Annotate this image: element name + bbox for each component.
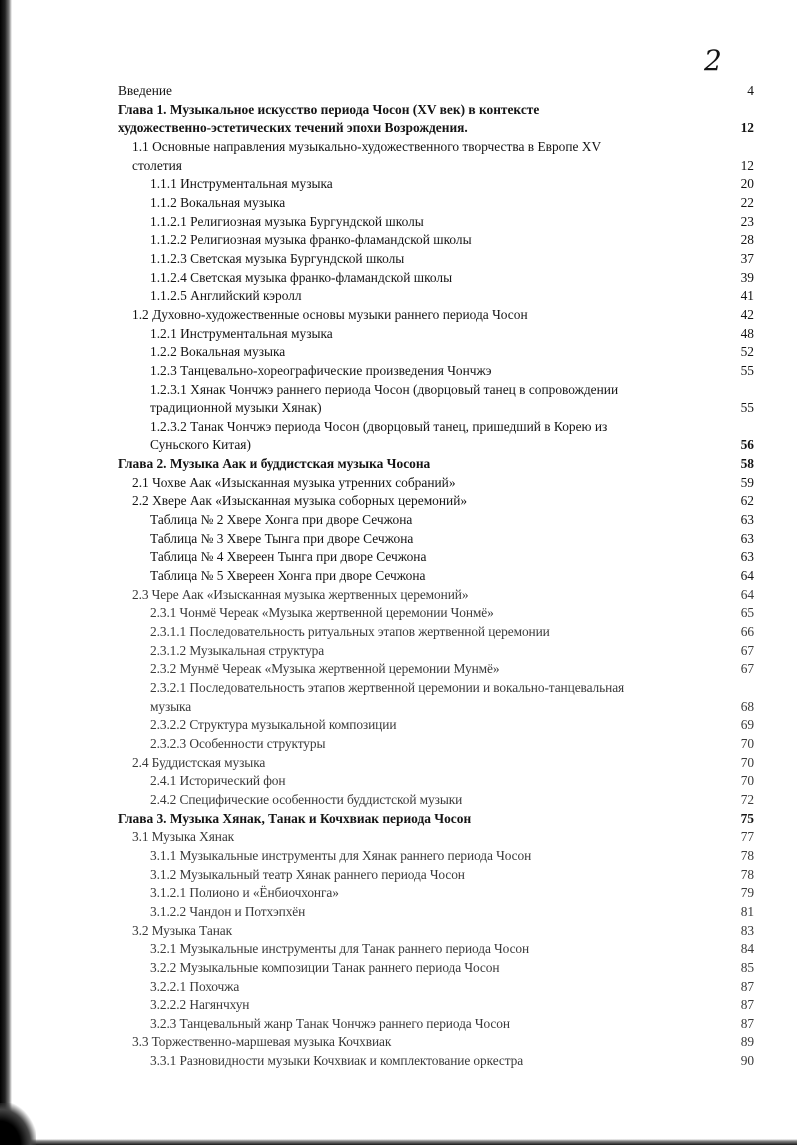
toc-entry xyxy=(118,698,754,717)
toc-entry-title: 3.3 Торжественно-маршевая музыка Кочхвиак xyxy=(132,1034,392,1050)
scan-bottom-edge xyxy=(0,1139,797,1145)
toc-entry-title: 3.2.1 Музыкальные инструменты для Танак раннего периода Чосон xyxy=(150,941,530,957)
toc-entry-title: 1.1 Основные направления музыкально-художественного творчества в Европе XV xyxy=(132,138,602,154)
toc-entry xyxy=(118,474,754,493)
toc-entry xyxy=(118,922,754,941)
toc-entry xyxy=(118,101,754,120)
toc-entry xyxy=(118,511,754,530)
toc-entry xyxy=(118,325,754,344)
toc-entry-page: 22 xyxy=(740,194,754,210)
toc-entry-title: 3.2.2.1 Похочжа xyxy=(150,978,240,994)
toc-entry-page: 56 xyxy=(740,437,754,453)
toc-entry xyxy=(118,213,754,232)
toc-entry-title: Глава 1. Музыкальное искусство периода Чосон (XV век) в контексте xyxy=(118,101,540,117)
toc-entry xyxy=(118,175,754,194)
toc-entry-title: 1.1.2.1 Религиозная музыка Бургундской школы xyxy=(150,213,424,229)
toc-entry-page: 78 xyxy=(740,847,754,863)
toc-entry xyxy=(118,250,754,269)
toc-entry xyxy=(118,436,754,455)
toc-entry-title: художественно-эстетических течений эпохи Возрождения. xyxy=(118,120,468,136)
toc-entry-page: 4 xyxy=(747,83,754,98)
toc-entry-title: 2.2 Хвере Аак «Изысканная музыка соборных церемоний» xyxy=(132,493,468,509)
toc-entry-page: 66 xyxy=(740,624,754,640)
toc-entry xyxy=(118,791,754,810)
toc-entry-title: 1.2.3.1 Хянак Чончжэ раннего периода Чосон (дворцовый танец в сопровождении xyxy=(150,381,619,397)
toc-entry-page: 75 xyxy=(740,810,754,826)
toc-entry xyxy=(118,567,754,586)
toc-entry-page: 65 xyxy=(740,605,754,621)
toc-entry-page: 37 xyxy=(740,250,754,266)
toc-entry-title: 1.2.2 Вокальная музыка xyxy=(150,344,286,360)
toc-entry xyxy=(118,231,754,250)
toc-entry-title: 3.3.1 Разновидности музыки Кочхвиак и комплектование оркестра xyxy=(150,1053,524,1069)
toc-entry-page: 77 xyxy=(740,829,754,845)
scan-left-edge xyxy=(0,0,12,1145)
toc-entry xyxy=(118,1015,754,1034)
toc-entry-title: Глава 2. Музыка Аак и буддистская музыка Чосона xyxy=(118,456,431,472)
toc-entry-page: 20 xyxy=(740,176,754,192)
toc-entry-page: 42 xyxy=(740,306,754,322)
toc-entry-page: 67 xyxy=(740,642,754,658)
toc-entry-title: 1.2.3.2 Танак Чончжэ периода Чосон (дворцовый танец, пришедший в Корею из xyxy=(150,418,608,434)
toc-entry-title: Глава 3. Музыка Хянак, Танак и Кочхвиак периода Чосон xyxy=(118,810,472,826)
toc-entry-title: 1.1.2.2 Религиозная музыка франко-фламандской школы xyxy=(150,232,472,248)
toc-entry-title: 1.1.2.4 Светская музыка франко-фламандской школы xyxy=(150,269,453,285)
toc-entry-page: 41 xyxy=(740,288,754,304)
toc-entry xyxy=(118,1033,754,1052)
toc-entry xyxy=(118,978,754,997)
toc-entry xyxy=(118,287,754,306)
scan-corner-shadow xyxy=(0,1103,36,1145)
toc-entry xyxy=(118,343,754,362)
toc-entry xyxy=(118,1052,754,1071)
toc-entry-page: 87 xyxy=(740,978,754,994)
toc-entry-title: 1.1.2 Вокальная музыка xyxy=(150,194,286,210)
toc-entry xyxy=(118,82,754,101)
toc-entry-title: 2.4.2 Специфические особенности буддистской музыки xyxy=(150,791,463,807)
toc-entry-page: 23 xyxy=(740,213,754,229)
toc-entry-title: Таблица № 3 Хвере Тынга при дворе Сечжона xyxy=(150,530,414,546)
toc-entry-title: 3.2 Музыка Танак xyxy=(132,922,233,938)
toc-entry xyxy=(118,772,754,791)
toc-entry-page: 72 xyxy=(740,791,754,807)
toc-entry-page: 78 xyxy=(740,866,754,882)
toc-entry-title: Введение xyxy=(118,83,172,98)
toc-entry xyxy=(118,847,754,866)
toc-entry-page: 28 xyxy=(740,232,754,248)
toc-entry xyxy=(118,735,754,754)
toc-entry-title: 3.1.2 Музыкальный театр Хянак раннего периода Чосон xyxy=(150,866,465,882)
toc-entry-page: 59 xyxy=(740,474,754,490)
toc-entry-title: 2.3.1.1 Последовательность ритуальных этапов жертвенной церемонии xyxy=(150,624,550,640)
toc-entry-title: 3.2.2 Музыкальные композиции Танак раннего периода Чосон xyxy=(150,959,500,975)
toc-entry-page: 90 xyxy=(740,1053,754,1069)
toc-entry-page: 70 xyxy=(740,773,754,789)
toc-entry-page: 70 xyxy=(740,754,754,770)
toc-entry xyxy=(118,586,754,605)
toc-entry-page: 89 xyxy=(740,1034,754,1050)
toc-entry xyxy=(118,996,754,1015)
toc-entry xyxy=(118,754,754,773)
toc-entry-page: 12 xyxy=(740,157,754,173)
toc-entry xyxy=(118,418,754,437)
toc-entry-title: 2.3.1 Чонмё Череак «Музыка жертвенной церемонии Чонмё» xyxy=(150,605,494,621)
toc-entry xyxy=(118,194,754,213)
toc-entry-page: 63 xyxy=(740,512,754,528)
toc-entry-page: 63 xyxy=(740,530,754,546)
toc-entry-title: 2.3 Чере Аак «Изысканная музыка жертвенных церемоний» xyxy=(132,586,469,602)
toc-entry xyxy=(118,642,754,661)
toc-entry xyxy=(118,269,754,288)
toc-entry xyxy=(118,959,754,978)
toc-entry-title: 2.3.2 Мунмё Череак «Музыка жертвенной церемонии Мунмё» xyxy=(150,661,500,677)
toc-entry xyxy=(118,548,754,567)
toc-entry-page: 69 xyxy=(740,717,754,733)
toc-entry-title: 1.2.1 Инструментальная музыка xyxy=(150,325,333,341)
toc-entry-title: традиционной музыки Хянак) xyxy=(150,400,322,416)
toc-entry xyxy=(118,399,754,418)
toc-entry xyxy=(118,623,754,642)
toc-entry-page: 70 xyxy=(740,735,754,751)
toc-entry-page: 48 xyxy=(740,325,754,341)
toc-entry-page: 64 xyxy=(740,568,754,584)
toc-entry-page: 85 xyxy=(740,959,754,975)
toc-entry-title: 1.2.3 Танцевально-хореографические произведения Чончжэ xyxy=(150,362,492,378)
toc-entry-title: музыка xyxy=(150,698,192,714)
toc-entry-title: 3.1.2.1 Полионо и «Ёнбиочхонга» xyxy=(150,885,339,901)
toc-entry xyxy=(118,362,754,381)
toc-entry-title: 3.2.3 Танцевальный жанр Танак Чончжэ раннего периода Чосон xyxy=(150,1015,510,1031)
toc-entry-page: 83 xyxy=(740,922,754,938)
toc-entry xyxy=(118,884,754,903)
toc-entry-title: Таблица № 2 Хвере Хонга при дворе Сечжона xyxy=(150,512,413,528)
toc-entry-title: 3.1.1 Музыкальные инструменты для Хянак раннего периода Чосон xyxy=(150,847,532,863)
toc-entry-title: 3.1.2.2 Чандон и Потхэпхён xyxy=(150,903,306,919)
toc-entry-title: столетия xyxy=(132,157,182,173)
toc-entry xyxy=(118,903,754,922)
toc-entry-page: 55 xyxy=(740,400,754,416)
toc-entry xyxy=(118,381,754,400)
toc-entry-title: 1.2 Духовно-художественные основы музыки раннего периода Чосон xyxy=(132,306,528,322)
table-of-contents xyxy=(118,82,754,1071)
toc-entry xyxy=(118,306,754,325)
toc-entry xyxy=(118,455,754,474)
toc-entry-page: 84 xyxy=(740,941,754,957)
toc-entry-page: 68 xyxy=(740,698,754,714)
page-number: 2 xyxy=(704,44,722,77)
toc-entry xyxy=(118,866,754,885)
toc-entry-page: 67 xyxy=(740,661,754,677)
toc-entry xyxy=(118,828,754,847)
toc-entry-title: 2.4.1 Исторический фон xyxy=(150,773,286,789)
toc-entry xyxy=(118,138,754,157)
toc-entry-page: 62 xyxy=(740,493,754,509)
toc-entry-title: Таблица № 5 Хвереен Хонга при дворе Сечжона xyxy=(150,568,426,584)
toc-entry xyxy=(118,716,754,735)
toc-entry-title: 1.1.2.5 Английский кэролл xyxy=(150,288,302,304)
toc-entry xyxy=(118,679,754,698)
toc-entry xyxy=(118,660,754,679)
toc-entry-title: 2.3.1.2 Музыкальная структура xyxy=(150,642,325,658)
toc-entry-title: 3.1 Музыка Хянак xyxy=(132,829,235,845)
toc-entry-title: 2.4 Буддистская музыка xyxy=(132,754,266,770)
toc-entry-page: 79 xyxy=(740,885,754,901)
toc-entry-title: 1.1.1 Инструментальная музыка xyxy=(150,176,333,192)
toc-entry-title: 3.2.2.2 Нагянчхун xyxy=(150,997,250,1013)
toc-entry xyxy=(118,492,754,511)
toc-entry-page: 87 xyxy=(740,997,754,1013)
toc-entry-title: 2.1 Чохве Аак «Изысканная музыка утренних собраний» xyxy=(132,474,456,490)
toc-entry xyxy=(118,530,754,549)
toc-entry-page: 64 xyxy=(740,586,754,602)
toc-entry-title: 2.3.2.3 Особенности структуры xyxy=(150,735,326,751)
toc-entry-page: 87 xyxy=(740,1015,754,1031)
toc-entry-page: 12 xyxy=(740,120,754,136)
toc-entry-page: 81 xyxy=(740,903,754,919)
toc-entry-page: 39 xyxy=(740,269,754,285)
toc-entry xyxy=(118,604,754,623)
toc-entry-page: 55 xyxy=(740,362,754,378)
toc-entry xyxy=(118,119,754,138)
toc-entry xyxy=(118,940,754,959)
toc-entry-page: 58 xyxy=(740,456,754,472)
toc-entry-title: Суньского Китая) xyxy=(150,437,251,453)
toc-entry-page: 63 xyxy=(740,549,754,565)
toc-entry-page: 52 xyxy=(740,344,754,360)
toc-entry-title: 2.3.2.1 Последовательность этапов жертвенной церемонии и вокально-танцевальная xyxy=(150,680,625,695)
toc-entry xyxy=(118,810,754,829)
toc-entry-title: 1.1.2.3 Светская музыка Бургундской школы xyxy=(150,250,405,266)
toc-entry-title: 2.3.2.2 Структура музыкальной композиции xyxy=(150,717,397,733)
toc-entry xyxy=(118,157,754,176)
toc-entry-title: Таблица № 4 Хвереен Тынга при дворе Сечжона xyxy=(150,549,427,565)
